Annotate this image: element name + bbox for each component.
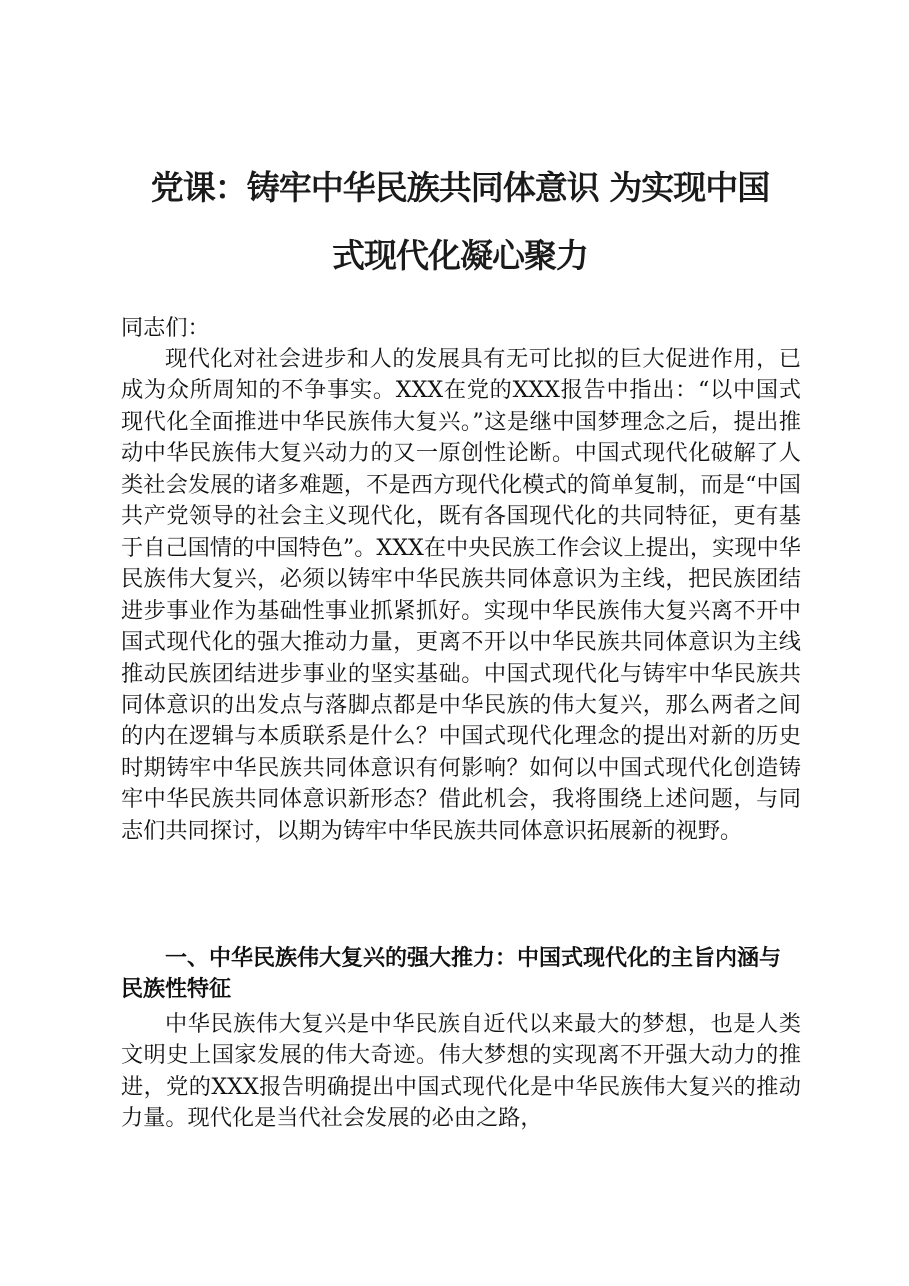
section-heading-1: 一、中华民族伟大复兴的强大推力：中国式现代化的主旨内涵与民族性特征 (121, 946, 782, 1003)
document-title-line-1: 党课：铸牢中华民族共同体意识 为实现中国 (150, 168, 770, 207)
paragraph-intro: 现代化对社会进步和人的发展具有无可比拟的巨大促进作用，已成为众所周知的不争事实。XXX在党的XXX报告中指出：“以中国式现代化全面推进中华民族伟大复兴。”这是继中国梦理念之后，提出推动中华民族伟大复兴动力的又一原创性论断。中国式现代化破解了人类社会发展的诸多难题，不是西方现代化模式的简单复制，而是“中国共产党领导的社会主义现代化，既有各国现代化的共同特征，更有基于自己国情的中国特色”。XXX在中央民族工作会议上提出，实现中华民族伟大复兴，必须以铸牢中华民族共同体意识为主线，把民族团结进步事业作为基础性事业抓紧抓好。实现中华民族伟大复兴离不开中国式现代化的强大推动力量，更离不开以中华民族共同体意识为主线推动民族团结进步事业的坚实基础。中国式现代化与铸牢中华民族共同体意识的出发点与落脚点都是中华民族的伟大复兴，那么两者之间的内在逻辑与本质联系是什么？中国式现代化理念的提出对新的历史时期铸牢中华民族共同体意识有何影响？如何以中国式现代化创造铸牢中华民族共同体意识新形态？借此机会，我将围绕上述问题，与同志们共同探讨，以期为铸牢中华民族共同体意识拓展新的视野。 (121, 346, 801, 844)
document-title-line-2: 式现代化凝心聚力 (332, 236, 588, 275)
paragraph-section-1: 中华民族伟大复兴是中华民族自近代以来最大的梦想，也是人类文明史上国家发展的伟大奇迹。伟大梦想的实现离不开强大动力的推进，党的XXX报告明确提出中国式现代化是中华民族伟大复兴的推动力量。现代化是当代社会发展的必由之路， (121, 1011, 801, 1132)
salutation: 同志们： (121, 315, 210, 341)
